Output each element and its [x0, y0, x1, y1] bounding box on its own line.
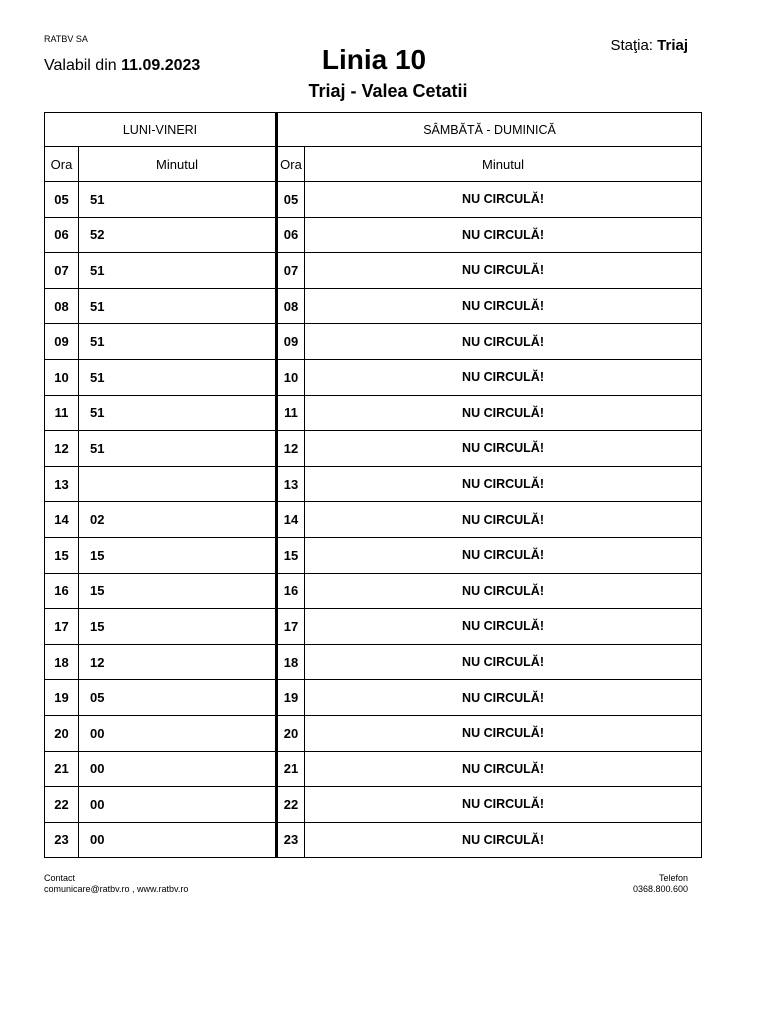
weekend-minute-cell: NU CIRCULĂ!	[305, 431, 702, 467]
table-row	[45, 182, 702, 218]
weekday-minute-cell	[79, 466, 277, 502]
weekend-minute-cell: NU CIRCULĂ!	[305, 288, 702, 324]
table-row	[45, 537, 702, 573]
weekday-minute-col: Minutul	[79, 147, 277, 182]
weekend-hour-cell: 20	[277, 715, 305, 751]
weekday-hour-cell: 12	[45, 431, 79, 467]
table-row	[45, 395, 702, 431]
table-row	[45, 680, 702, 716]
weekday-hour-cell: 06	[45, 217, 79, 253]
station	[610, 37, 688, 54]
weekday-hour-cell: 11	[45, 395, 79, 431]
weekend-minute-cell: NU CIRCULĂ!	[305, 644, 702, 680]
weekday-hour-cell: 14	[45, 502, 79, 538]
weekend-hour-cell: 19	[277, 680, 305, 716]
table-row	[45, 573, 702, 609]
weekday-minute-cell: 15	[79, 609, 277, 645]
table-row	[45, 431, 702, 467]
phone-block	[633, 873, 688, 895]
weekday-minute-cell: 51	[79, 182, 277, 218]
table-row	[45, 644, 702, 680]
table-row	[45, 787, 702, 823]
table-row	[45, 359, 702, 395]
weekday-hour-cell: 16	[45, 573, 79, 609]
weekday-hour-cell: 09	[45, 324, 79, 360]
phone-label: Telefon	[658, 873, 688, 883]
weekday-hour-cell: 22	[45, 787, 79, 823]
weekend-hour-cell: 18	[277, 644, 305, 680]
weekday-hour-cell: 07	[45, 253, 79, 289]
weekend-hour-cell: 05	[277, 182, 305, 218]
table-row	[45, 324, 702, 360]
weekend-hour-cell: 15	[277, 537, 305, 573]
valid-date: 11.09.2023	[121, 57, 201, 74]
weekday-minute-cell: 02	[79, 502, 277, 538]
weekday-header: LUNI-VINERI	[45, 113, 277, 147]
weekend-hour-cell: 21	[277, 751, 305, 787]
weekday-hour-cell: 17	[45, 609, 79, 645]
weekday-hour-col: Ora	[45, 147, 79, 182]
weekend-hour-cell: 23	[277, 822, 305, 858]
route-name: Triaj - Valea Cetatii	[308, 81, 468, 101]
timetable	[44, 112, 702, 858]
station-label: Staţia:	[610, 37, 653, 54]
weekday-minute-cell: 51	[79, 395, 277, 431]
weekday-minute-cell: 12	[79, 644, 277, 680]
weekend-minute-cell: NU CIRCULĂ!	[305, 324, 702, 360]
weekday-hour-cell: 05	[45, 182, 79, 218]
table-row	[45, 253, 702, 289]
weekend-minute-cell: NU CIRCULĂ!	[305, 537, 702, 573]
table-row	[45, 609, 702, 645]
weekend-minute-cell: NU CIRCULĂ!	[305, 182, 702, 218]
weekday-hour-cell: 13	[45, 466, 79, 502]
weekend-minute-cell: NU CIRCULĂ!	[305, 787, 702, 823]
weekend-minute-col: Minutul	[305, 147, 702, 182]
weekend-minute-cell: NU CIRCULĂ!	[305, 253, 702, 289]
weekend-minute-cell: NU CIRCULĂ!	[305, 217, 702, 253]
weekend-hour-cell: 17	[277, 609, 305, 645]
weekend-hour-col: Ora	[277, 147, 305, 182]
weekday-minute-cell: 00	[79, 787, 277, 823]
weekend-hour-cell: 09	[277, 324, 305, 360]
weekend-minute-cell: NU CIRCULĂ!	[305, 822, 702, 858]
contact-block	[44, 873, 188, 895]
weekend-minute-cell: NU CIRCULĂ!	[305, 680, 702, 716]
weekday-minute-cell: 15	[79, 537, 277, 573]
table-row	[45, 751, 702, 787]
weekend-hour-cell: 11	[277, 395, 305, 431]
weekday-minute-cell: 05	[79, 680, 277, 716]
weekday-hour-cell: 15	[45, 537, 79, 573]
weekday-minute-cell: 51	[79, 359, 277, 395]
weekend-hour-cell: 12	[277, 431, 305, 467]
weekend-hour-cell: 07	[277, 253, 305, 289]
phone-value: 0368.800.600	[632, 884, 688, 894]
weekend-minute-cell: NU CIRCULĂ!	[305, 751, 702, 787]
weekday-hour-cell: 18	[45, 644, 79, 680]
weekend-header: SÂMBĂTĂ - DUMINICĂ	[277, 113, 702, 147]
weekday-hour-cell: 20	[45, 715, 79, 751]
weekend-hour-cell: 16	[277, 573, 305, 609]
weekend-minute-cell: NU CIRCULĂ!	[305, 502, 702, 538]
weekday-minute-cell: 00	[79, 751, 277, 787]
weekday-minute-cell: 52	[79, 217, 277, 253]
timetable-header-cols	[45, 147, 702, 182]
station-name: Triaj	[657, 37, 688, 54]
company-name: RATBV SA	[44, 34, 88, 44]
weekday-minute-cell: 51	[79, 288, 277, 324]
weekend-hour-cell: 10	[277, 359, 305, 395]
table-row	[45, 466, 702, 502]
weekend-hour-cell: 08	[277, 288, 305, 324]
table-row	[45, 288, 702, 324]
weekend-minute-cell: NU CIRCULĂ!	[305, 359, 702, 395]
weekday-minute-cell: 00	[79, 715, 277, 751]
weekday-hour-cell: 23	[45, 822, 79, 858]
weekday-minute-cell: 51	[79, 431, 277, 467]
weekend-minute-cell: NU CIRCULĂ!	[305, 573, 702, 609]
weekday-minute-cell: 51	[79, 253, 277, 289]
weekend-minute-cell: NU CIRCULĂ!	[305, 715, 702, 751]
weekday-minute-cell: 51	[79, 324, 277, 360]
weekend-minute-cell: NU CIRCULĂ!	[305, 466, 702, 502]
weekend-hour-cell: 22	[277, 787, 305, 823]
valid-label: Valabil din	[44, 57, 117, 74]
table-row	[45, 715, 702, 751]
weekend-hour-cell: 14	[277, 502, 305, 538]
timetable-header-days	[45, 113, 702, 147]
contact-value: comunicare@ratbv.ro , www.ratbv.ro	[44, 884, 189, 894]
validity	[44, 57, 200, 75]
weekday-hour-cell: 10	[45, 359, 79, 395]
weekend-hour-cell: 06	[277, 217, 305, 253]
weekday-hour-cell: 19	[45, 680, 79, 716]
table-row	[45, 822, 702, 858]
weekday-hour-cell: 08	[45, 288, 79, 324]
weekend-hour-cell: 13	[277, 466, 305, 502]
weekday-hour-cell: 21	[45, 751, 79, 787]
weekend-minute-cell: NU CIRCULĂ!	[305, 609, 702, 645]
contact-label: Contact	[44, 873, 76, 883]
weekday-minute-cell: 15	[79, 573, 277, 609]
line-title: Linia 10	[321, 44, 427, 75]
table-row	[45, 217, 702, 253]
table-row	[45, 502, 702, 538]
weekday-minute-cell: 00	[79, 822, 277, 858]
weekend-minute-cell: NU CIRCULĂ!	[305, 395, 702, 431]
